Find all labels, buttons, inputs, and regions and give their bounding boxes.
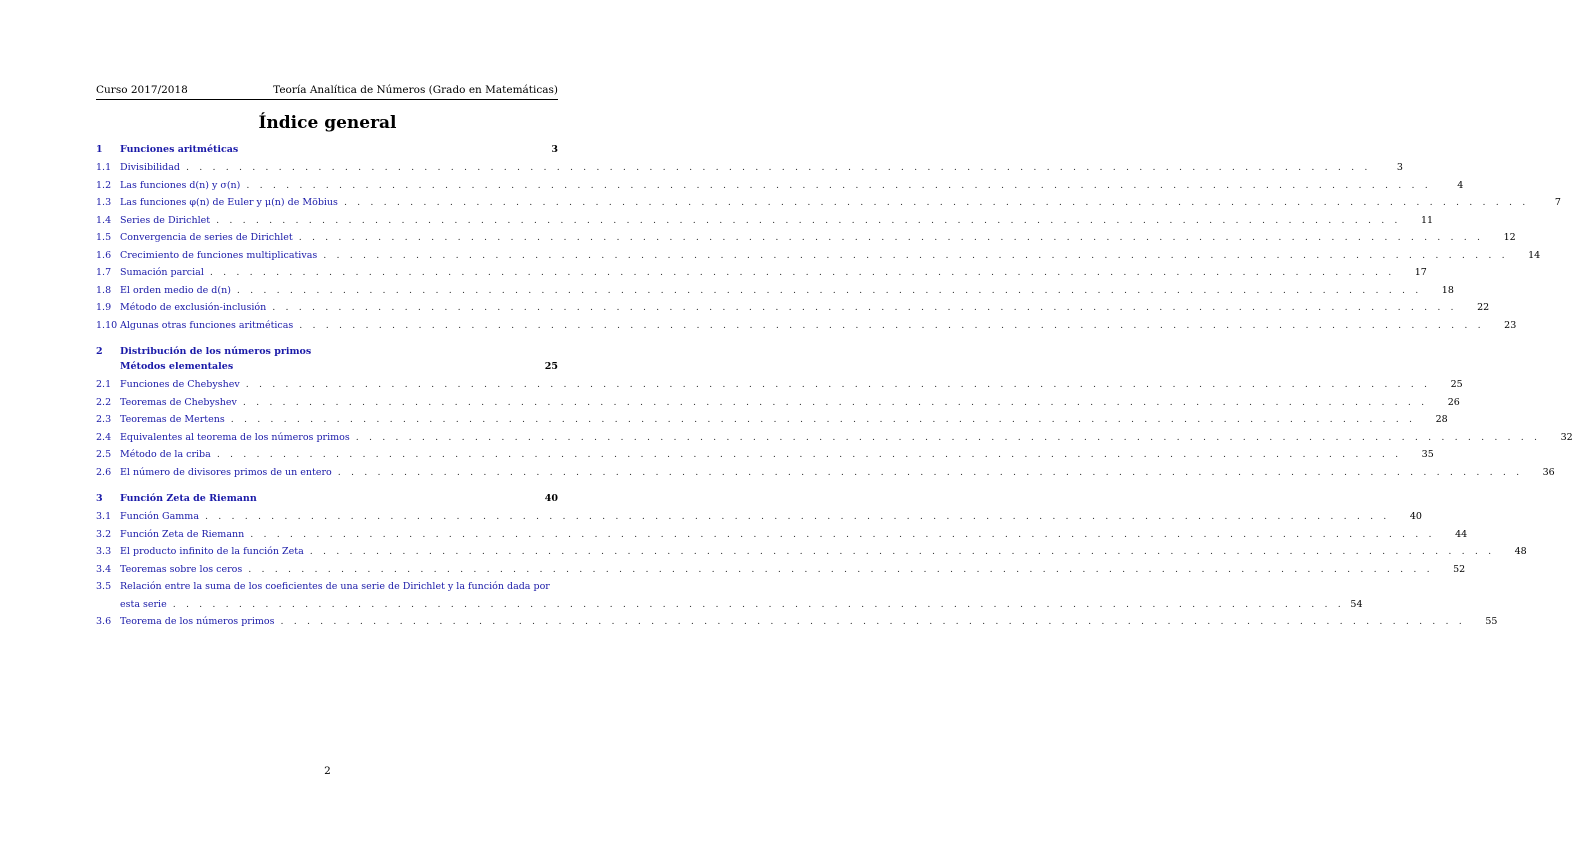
toc-section-1-9[interactable] <box>96 299 1490 317</box>
toc-chapter-2[interactable] <box>96 346 558 357</box>
chapter-title: Funciones aritméticas <box>120 144 239 155</box>
section-number: 2.6 <box>96 466 112 478</box>
section-title: El orden medio de d(n) <box>120 284 231 296</box>
leader-dots <box>217 446 1402 464</box>
section-number: 1.2 <box>96 179 112 191</box>
toc-section-1-3[interactable] <box>96 194 1561 212</box>
section-title: Método de exclusión-inclusión <box>120 302 267 313</box>
section-page: 3 <box>1396 162 1403 173</box>
section-number: 1.1 <box>96 162 112 173</box>
leader-dots <box>246 376 1431 394</box>
leader-dots <box>299 229 1484 247</box>
page-number: 2 <box>324 765 331 777</box>
toc-section-2-6[interactable] <box>96 464 1555 482</box>
section-title: Algunas otras funciones aritméticas <box>120 319 294 331</box>
section-title: El número de divisores primos de un entero <box>120 466 332 478</box>
section-title: Divisibilidad <box>120 162 180 173</box>
leader-dots <box>243 394 1428 412</box>
section-page: 35 <box>1421 449 1434 460</box>
section-page: 55 <box>1485 616 1498 627</box>
section-title: Crecimiento de funciones multiplicativas <box>120 249 318 261</box>
leader-dots <box>237 282 1422 300</box>
chapter-number: 2 <box>96 346 103 357</box>
leader-dots <box>338 464 1523 482</box>
section-number: 3.2 <box>96 528 112 540</box>
leader-dots <box>250 526 1435 544</box>
leader-dots <box>210 264 1395 282</box>
section-page: 17 <box>1414 267 1427 278</box>
section-number: 3.5 <box>96 581 112 592</box>
section-number: 3.6 <box>96 616 112 627</box>
leader-dots <box>299 317 1484 335</box>
section-title: Método de la criba <box>120 449 211 460</box>
section-number: 1.9 <box>96 302 112 313</box>
section-title: Sumación parcial <box>120 267 204 278</box>
toc-section-2-4[interactable] <box>96 429 1573 447</box>
section-number: 1.7 <box>96 267 112 278</box>
section-title: Teoremas de Mertens <box>120 414 225 425</box>
toc-section-1-8[interactable] <box>96 282 1454 300</box>
section-number: 1.6 <box>96 249 112 261</box>
section-number: 3.4 <box>96 563 112 575</box>
toc-chapter-3[interactable] <box>96 493 558 504</box>
section-title: Función Zeta de Riemann <box>120 528 245 540</box>
toc-chapter-1[interactable] <box>96 144 558 155</box>
leader-dots <box>205 508 1390 526</box>
section-page: 54 <box>1350 598 1363 610</box>
section-page: 48 <box>1514 546 1527 557</box>
section-page: 4 <box>1457 179 1464 191</box>
section-title: Funciones de Chebyshev <box>120 379 240 390</box>
toc-section-3-6[interactable] <box>96 613 1498 631</box>
toc-section-1-7[interactable] <box>96 264 1427 282</box>
chapter-page: 3 <box>551 144 558 155</box>
leader-dots <box>272 299 1457 317</box>
leader-dots <box>248 561 1433 579</box>
toc-chapter-2-subtitle[interactable] <box>96 361 558 372</box>
chapter-page: 40 <box>544 493 558 504</box>
chapter-number: 1 <box>96 144 103 155</box>
leader-dots <box>216 212 1401 230</box>
section-title: Teorema de los números primos <box>120 616 275 627</box>
section-number: 2.1 <box>96 379 112 390</box>
section-title: Teoremas de Chebyshev <box>120 396 237 408</box>
toc-section-1-6[interactable] <box>96 247 1541 265</box>
leader-dots <box>173 596 1345 614</box>
section-page: 12 <box>1503 232 1516 243</box>
toc-section-1-4[interactable] <box>96 212 1434 230</box>
toc-section-1-1[interactable] <box>96 159 1403 177</box>
section-title: Las funciones d(n) y σ(n) <box>120 179 241 191</box>
toc-section-2-2[interactable] <box>96 394 1460 412</box>
section-page: 32 <box>1560 431 1573 443</box>
section-title: Convergencia de series de Dirichlet <box>120 232 293 243</box>
section-page: 28 <box>1435 414 1448 425</box>
leader-dots <box>310 543 1495 561</box>
chapter-title: Función Zeta de Riemann <box>120 493 257 504</box>
page-title: Índice general <box>258 113 397 133</box>
header-course: Curso 2017/2018 <box>96 84 188 96</box>
section-number: 1.3 <box>96 197 112 208</box>
toc-section-3-2[interactable] <box>96 526 1468 544</box>
leader-dots <box>246 177 1431 195</box>
section-number: 2.5 <box>96 449 112 460</box>
leader-dots <box>186 159 1371 177</box>
section-title: Relación entre la suma de los coeficientes de una serie de Dirichlet y la función dada por <box>120 581 550 592</box>
chapter-subtitle: Métodos elementales <box>120 361 234 372</box>
toc-section-2-5[interactable] <box>96 446 1434 464</box>
section-title: Equivalentes al teorema de los números primos <box>120 431 350 443</box>
section-number: 2.4 <box>96 431 112 443</box>
section-page: 22 <box>1477 302 1490 313</box>
section-title: Teoremas sobre los ceros <box>120 563 243 575</box>
section-page: 44 <box>1455 528 1468 540</box>
section-page: 11 <box>1420 214 1434 226</box>
toc-section-2-3[interactable] <box>96 411 1448 429</box>
section-page: 25 <box>1450 379 1463 390</box>
section-number: 1.10 <box>96 319 118 331</box>
section-number: 3.3 <box>96 546 112 557</box>
section-page: 14 <box>1528 249 1541 261</box>
toc-section-3-3[interactable] <box>96 543 1527 561</box>
leader-dots <box>280 613 1465 631</box>
leader-dots <box>323 247 1508 265</box>
running-header <box>96 84 558 96</box>
leader-dots <box>231 411 1416 429</box>
section-page: 52 <box>1453 563 1466 575</box>
section-number: 3.1 <box>96 511 112 522</box>
section-page: 26 <box>1447 396 1460 408</box>
section-page: 23 <box>1504 319 1517 331</box>
toc-section-3-4[interactable] <box>96 561 1466 579</box>
toc-section-1-2[interactable] <box>96 177 1464 195</box>
section-title: Función Gamma <box>120 511 199 522</box>
leader-dots <box>356 429 1541 447</box>
header-subject: Teoría Analítica de Números (Grado en Matemáticas) <box>273 84 558 96</box>
toc-section-1-5[interactable] <box>96 229 1516 247</box>
section-number: 1.4 <box>96 214 112 226</box>
section-title: El producto infinito de la función Zeta <box>120 546 304 557</box>
section-number: 1.8 <box>96 284 112 296</box>
chapter-title: Distribución de los números primos <box>120 346 312 357</box>
section-page: 7 <box>1554 197 1561 208</box>
section-number: 2.3 <box>96 414 112 425</box>
section-page: 40 <box>1409 511 1422 522</box>
section-page: 18 <box>1441 284 1454 296</box>
chapter-page: 25 <box>544 361 558 372</box>
section-number: 2.2 <box>96 396 112 408</box>
section-title: Series de Dirichlet <box>120 214 211 226</box>
section-page: 36 <box>1542 466 1555 478</box>
table-of-contents <box>96 144 1573 631</box>
section-title: Las funciones φ(n) de Euler y μ(n) de Möbius <box>120 197 338 208</box>
toc-section-3-1[interactable] <box>96 508 1422 526</box>
toc-section-1-10[interactable] <box>96 317 1517 335</box>
section-title-continuation: esta serie <box>120 598 167 610</box>
header-rule <box>96 99 558 100</box>
leader-dots <box>344 194 1529 212</box>
section-number: 1.5 <box>96 232 112 243</box>
toc-section-3-5[interactable] <box>96 578 1363 613</box>
chapter-number: 3 <box>96 493 103 504</box>
toc-section-2-1[interactable] <box>96 376 1463 394</box>
